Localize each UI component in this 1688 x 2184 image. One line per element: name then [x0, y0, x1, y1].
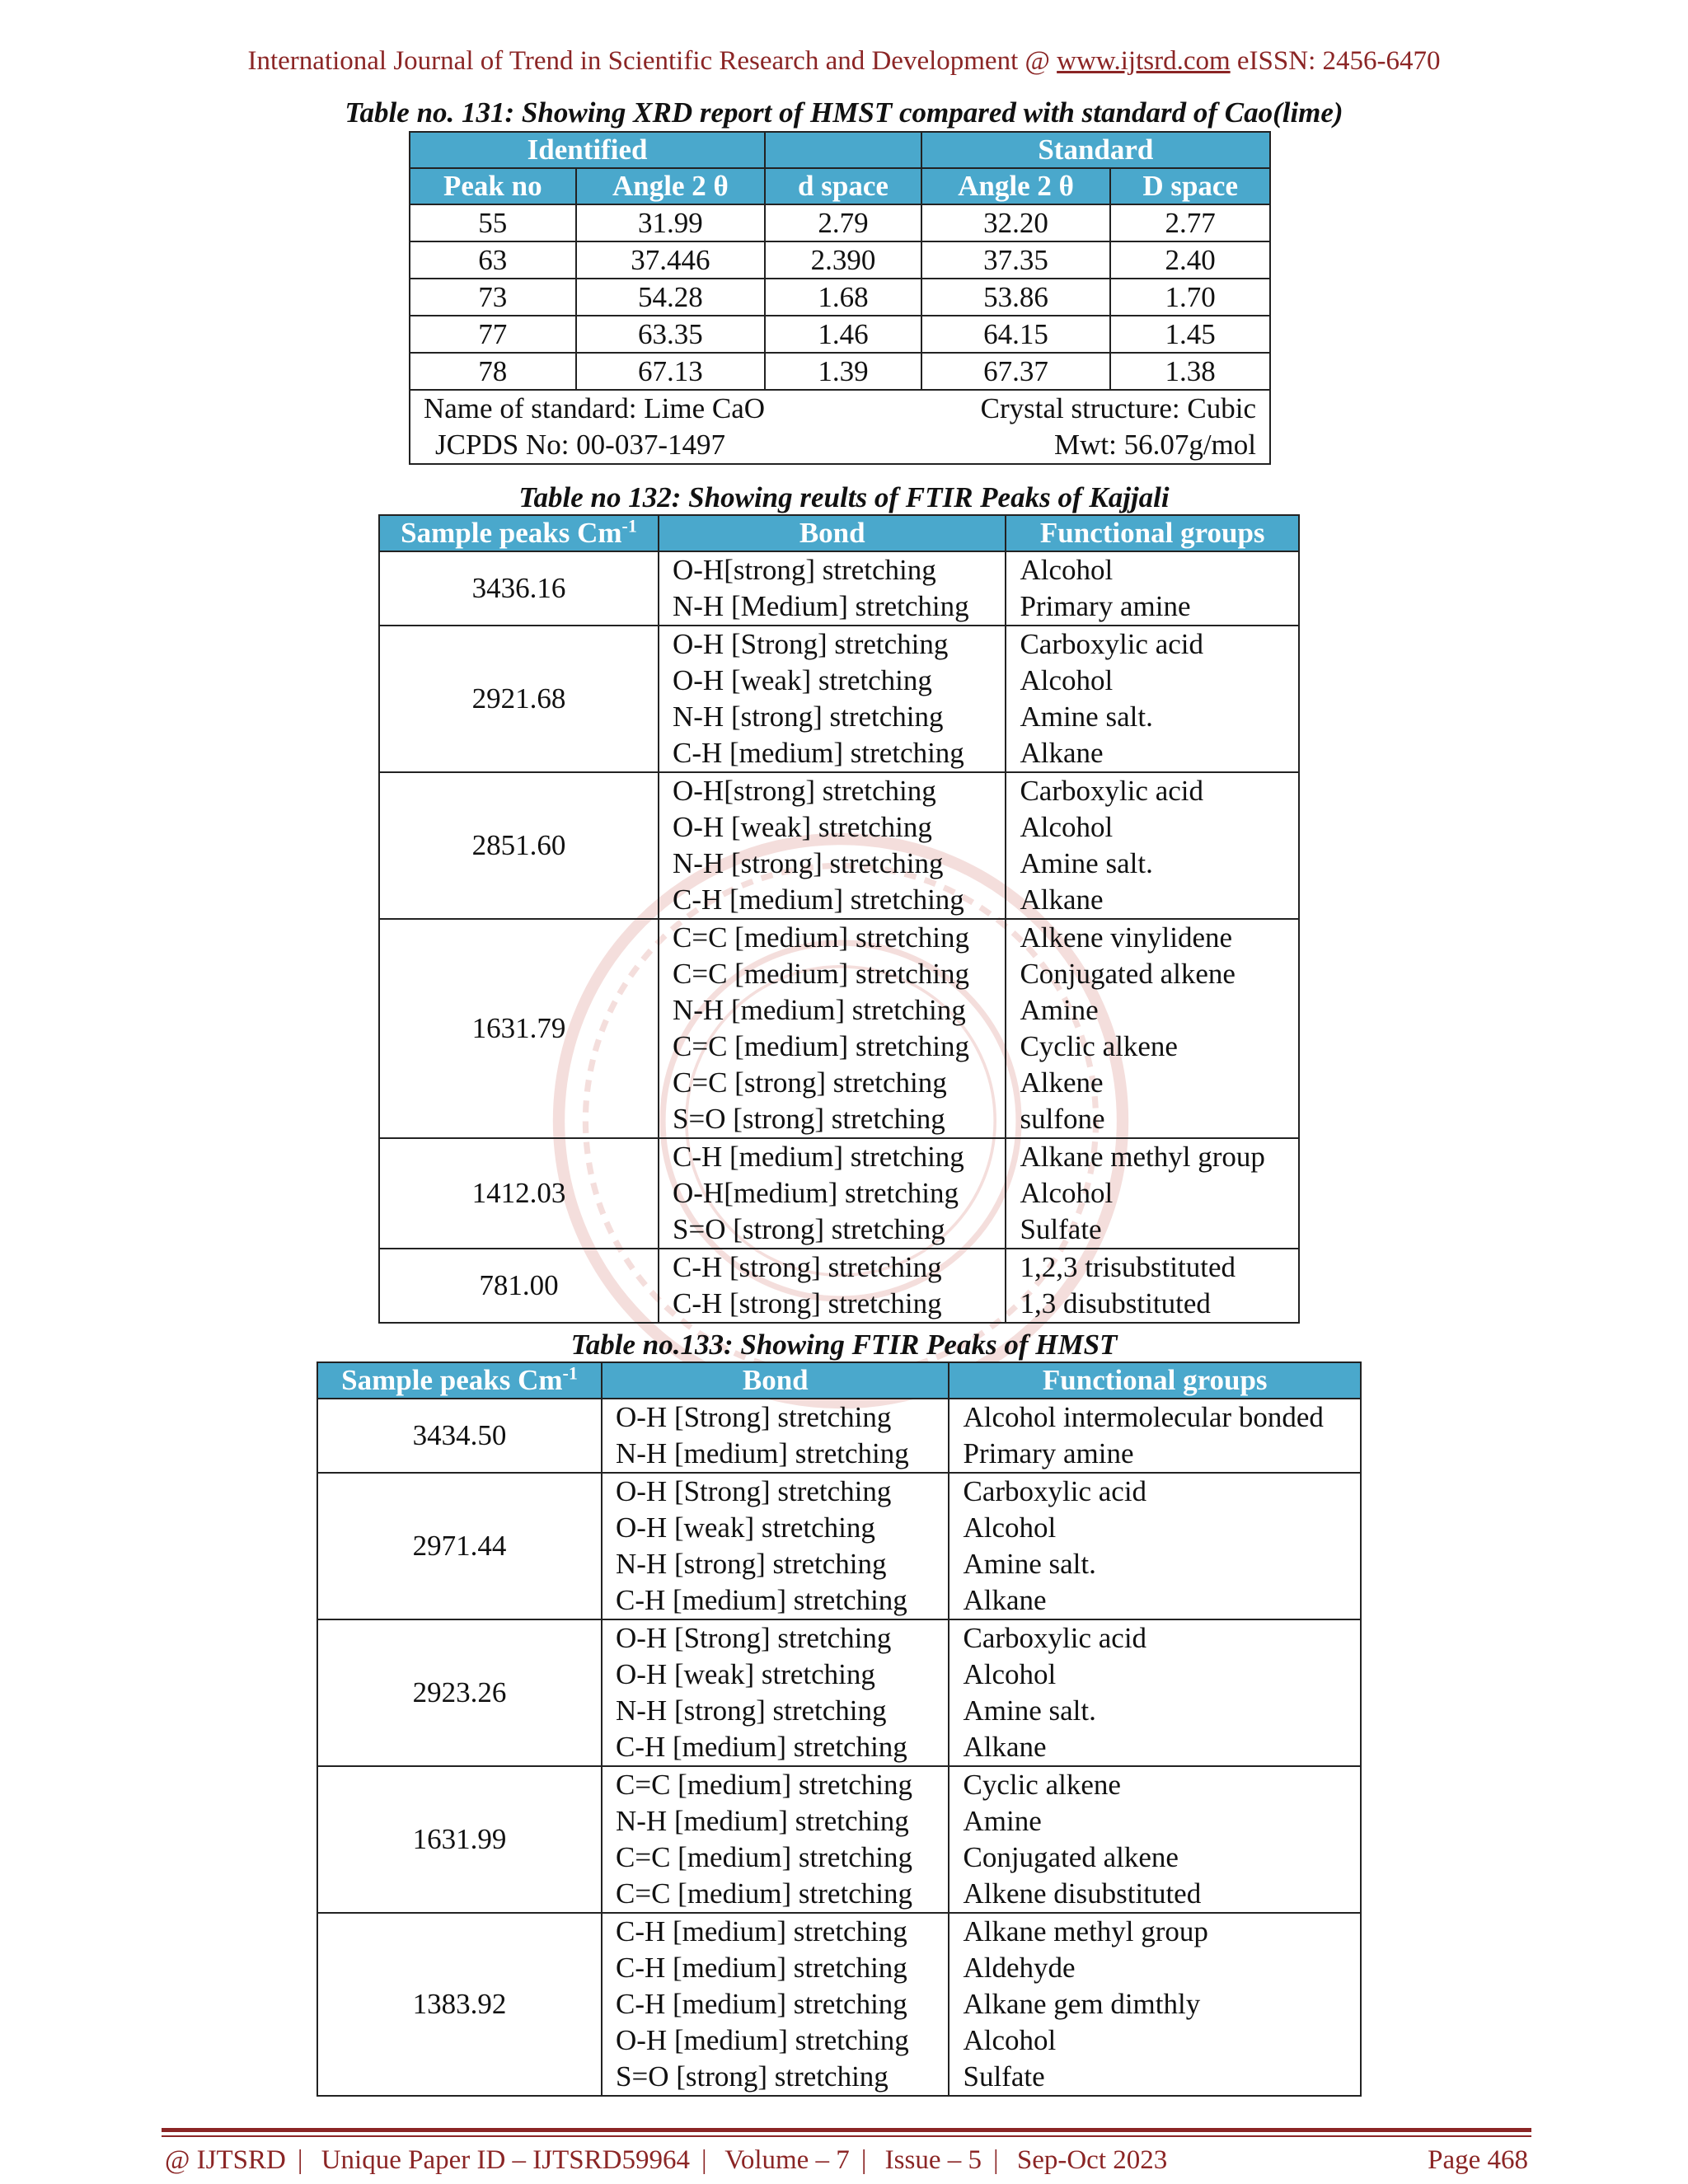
bond-line: C-H [medium] stretching [615, 1731, 907, 1763]
functional-group-line: Sulfate [963, 2060, 1045, 2093]
column-header-sample-peaks: Sample peaks $Cm^{-1}$ [317, 1362, 602, 1399]
functional-group-line: Amine salt. [1020, 701, 1153, 733]
bond-cell [602, 1619, 950, 1766]
bond-line: S=O [strong] stretching [673, 1213, 945, 1245]
bond-cell [659, 919, 1006, 1138]
sample-peak-cell: 3434.50 [317, 1399, 602, 1473]
table-row [410, 204, 1270, 241]
bond-line: S=O [strong] stretching [673, 1103, 945, 1135]
functional-group-cell [1006, 1249, 1299, 1323]
peak-no-cell: 55 [410, 204, 576, 241]
angle-identified-cell: 37.446 [576, 241, 766, 279]
bond-line: C-H [strong] stretching [673, 1287, 942, 1319]
table-row [379, 551, 1299, 626]
functional-group-line: Alkene [1020, 1066, 1104, 1099]
functional-group-cell [1006, 1138, 1299, 1249]
footer-page-number: Page 468 [1428, 2145, 1528, 2175]
functional-group-line: Alkene vinylidene [1020, 921, 1233, 954]
functional-group-line: 1,2,3 trisubstituted [1020, 1251, 1236, 1283]
functional-group-line: Alkane methyl group [963, 1915, 1208, 1947]
bond-cell [602, 1913, 950, 2096]
column-header-peak-no: Peak no [410, 168, 576, 204]
functional-group-cell [949, 1473, 1361, 1619]
functional-group-cell [949, 1913, 1361, 2096]
table-131-caption: Table no. 131: Showing XRD report of HMST compared with standard of Cao(lime) [345, 96, 1343, 129]
molecular-weight: Mwt: 56.07g/mol [1053, 429, 1256, 461]
sample-peak-cell: 2971.44 [317, 1473, 602, 1619]
journal-url-link[interactable]: www.ijtsrd.com [1057, 46, 1231, 76]
group-header-identified: Identified [410, 132, 765, 168]
peak-no-cell: 63 [410, 241, 576, 279]
sample-peak-cell: 2851.60 [379, 772, 659, 919]
header-prefix: International Journal of Trend in Scientific Research and Development @ [247, 46, 1057, 76]
functional-group-line: Amine salt. [963, 1694, 1096, 1727]
peak-no-cell: 78 [410, 353, 576, 390]
functional-group-line: Alkane [963, 1731, 1047, 1763]
d-space-identified-cell: 1.39 [765, 353, 921, 390]
table-row [379, 772, 1299, 919]
functional-group-line: Cyclic alkene [963, 1769, 1121, 1801]
functional-group-cell [949, 1766, 1361, 1913]
bond-line: O-H[strong] stretching [673, 554, 936, 586]
functional-group-line: Amine [963, 1805, 1042, 1837]
table-row [317, 1399, 1361, 1473]
column-header-d-space-standard: D space [1110, 168, 1270, 204]
d-space-standard-cell: 1.70 [1110, 279, 1270, 316]
sample-peak-cell: 781.00 [379, 1249, 659, 1323]
bond-line: C=C [strong] stretching [673, 1066, 947, 1099]
functional-group-line: Sulfate [1020, 1213, 1102, 1245]
column-header-functional-groups: Functional groups [1006, 515, 1299, 551]
bond-cell [602, 1473, 950, 1619]
column-header-angle-identified: Angle 2 θ [576, 168, 766, 204]
ftir-kajjali-table [378, 514, 1300, 1324]
functional-group-line: Carboxylic acid [963, 1622, 1147, 1654]
d-space-identified-cell: 2.390 [765, 241, 921, 279]
functional-group-line: Alkane [1020, 737, 1104, 769]
bond-line: C-H [strong] stretching [673, 1251, 942, 1283]
functional-group-line: Alcohol [963, 1511, 1057, 1544]
table-row [317, 1766, 1361, 1913]
functional-group-line: Primary amine [1020, 590, 1191, 622]
jcpds-number: JCPDS No: 00-037-1497 [435, 429, 725, 461]
d-space-standard-cell: 2.77 [1110, 204, 1270, 241]
journal-header [0, 46, 1688, 77]
functional-group-line: Amine [1020, 994, 1099, 1026]
sample-peak-cell: 3436.16 [379, 551, 659, 626]
group-header-standard: Standard [921, 132, 1270, 168]
sample-peak-cell: 2921.68 [379, 626, 659, 772]
functional-group-line: Cyclic alkene [1020, 1030, 1178, 1062]
bond-line: C-H [medium] stretching [615, 1952, 907, 1984]
table-row [379, 1249, 1299, 1323]
bond-line: C-H [medium] stretching [673, 1141, 964, 1173]
bond-line: C=C [medium] stretching [615, 1841, 912, 1873]
bond-cell [659, 1138, 1006, 1249]
bond-line: C-H [medium] stretching [673, 737, 964, 769]
d-space-identified-cell: 2.79 [765, 204, 921, 241]
d-space-identified-cell: 1.68 [765, 279, 921, 316]
bond-line: O-H [weak] stretching [615, 1658, 875, 1690]
functional-group-line: 1,3 disubstituted [1020, 1287, 1211, 1319]
bond-line: O-H [medium] stretching [615, 2024, 909, 2056]
bond-cell [659, 551, 1006, 626]
column-header-bond: Bond [659, 515, 1006, 551]
functional-group-line: Carboxylic acid [1020, 775, 1204, 807]
bond-cell [659, 772, 1006, 919]
bond-line: N-H [strong] stretching [615, 1548, 887, 1580]
standard-name: Name of standard: Lime CaO [424, 392, 766, 424]
bond-line: C=C [medium] stretching [673, 1030, 969, 1062]
page-footer: @ IJTSRD | Unique Paper ID – IJTSRD59964 | Volume – 7 | Issue – 5 | Sep-Oct 2023 Page 468 [165, 2139, 1528, 2181]
angle-standard-cell: 53.86 [921, 279, 1111, 316]
functional-group-line: Conjugated alkene [963, 1841, 1179, 1873]
bond-line: C=C [medium] stretching [673, 921, 969, 954]
bond-line: N-H [medium] stretching [615, 1437, 909, 1469]
bond-cell [602, 1766, 950, 1913]
angle-standard-cell: 32.20 [921, 204, 1111, 241]
functional-group-line: Alcohol intermolecular bonded [963, 1401, 1324, 1433]
bond-cell [659, 626, 1006, 772]
angle-identified-cell: 67.13 [576, 353, 766, 390]
angle-identified-cell: 54.28 [576, 279, 766, 316]
table-row [317, 1913, 1361, 2096]
table-row [410, 279, 1270, 316]
footer-issue: Issue – 5 [884, 2145, 982, 2175]
bond-line: C-H [medium] stretching [673, 883, 964, 916]
column-header-sample-peaks: Sample peaks $Cm^{-1}$ [379, 515, 659, 551]
bond-line: O-H [Strong] stretching [615, 1475, 892, 1507]
functional-group-cell [949, 1399, 1361, 1473]
bond-line: C-H [medium] stretching [615, 1988, 907, 2020]
functional-group-line: Alkene disubstituted [963, 1877, 1202, 1910]
functional-group-cell [1006, 772, 1299, 919]
ftir-hmst-table [316, 1361, 1362, 2097]
footer-volume: Volume – 7 [724, 2145, 850, 2175]
bond-line: O-H[strong] stretching [673, 775, 936, 807]
standard-info-cell [410, 390, 1270, 464]
sample-peak-cell: 1631.79 [379, 919, 659, 1138]
bond-line: N-H [medium] stretching [615, 1805, 909, 1837]
functional-group-line: Alcohol [1020, 664, 1114, 696]
d-space-standard-cell: 2.40 [1110, 241, 1270, 279]
table-row [317, 1619, 1361, 1766]
table-row [379, 626, 1299, 772]
d-space-identified-cell: 1.46 [765, 316, 921, 353]
functional-group-cell [1006, 919, 1299, 1138]
table-row [410, 316, 1270, 353]
bond-line: O-H [Strong] stretching [615, 1401, 892, 1433]
column-header-functional-groups: Functional groups [949, 1362, 1361, 1399]
bond-line: N-H [Medium] stretching [673, 590, 969, 622]
angle-standard-cell: 64.15 [921, 316, 1111, 353]
bond-line: S=O [strong] stretching [615, 2060, 889, 2093]
bond-line: O-H [weak] stretching [673, 811, 932, 843]
peak-no-cell: 77 [410, 316, 576, 353]
functional-group-line: Alkane gem dimthly [963, 1988, 1201, 2020]
functional-group-line: Alcohol [1020, 811, 1114, 843]
bond-cell [602, 1399, 950, 1473]
group-header-spacer [765, 132, 921, 168]
column-header-d-space-identified: d space [765, 168, 921, 204]
crystal-structure: Crystal structure: Cubic [980, 392, 1256, 424]
bond-line: C-H [medium] stretching [615, 1584, 907, 1616]
bond-line: C=C [medium] stretching [615, 1769, 912, 1801]
bond-line: C=C [medium] stretching [673, 958, 969, 990]
footer-paper-id: Unique Paper ID – IJTSRD59964 [321, 2145, 690, 2175]
angle-standard-cell: 37.35 [921, 241, 1111, 279]
footer-rule-thick [162, 2128, 1531, 2132]
bond-line: O-H [weak] stretching [615, 1511, 875, 1544]
table-row [317, 1473, 1361, 1619]
bond-line: O-H [Strong] stretching [615, 1622, 892, 1654]
table-132-caption: Table no 132: Showing reults of FTIR Peaks of Kajjali [518, 481, 1170, 513]
bond-line: N-H [strong] stretching [673, 701, 944, 733]
functional-group-cell [1006, 626, 1299, 772]
peak-no-cell: 73 [410, 279, 576, 316]
bond-line: O-H [Strong] stretching [673, 628, 949, 660]
functional-group-line: Alkane methyl group [1020, 1141, 1265, 1173]
bond-line: N-H [medium] stretching [673, 994, 966, 1026]
sample-peak-cell: 1412.03 [379, 1138, 659, 1249]
functional-group-line: Aldehyde [963, 1952, 1076, 1984]
sample-peak-cell: 1383.92 [317, 1913, 602, 2096]
column-header-angle-standard: Angle 2 θ [921, 168, 1111, 204]
table-row [379, 1138, 1299, 1249]
functional-group-line: Alcohol [1020, 1177, 1114, 1209]
functional-group-line: Carboxylic acid [1020, 628, 1204, 660]
d-space-standard-cell: 1.45 [1110, 316, 1270, 353]
footer-rule-thin [162, 2135, 1531, 2137]
bond-line: C-H [medium] stretching [615, 1915, 907, 1947]
bond-line: O-H[medium] stretching [673, 1177, 959, 1209]
functional-group-line: Conjugated alkene [1020, 958, 1236, 990]
bond-cell [659, 1249, 1006, 1323]
footer-journal: @ IJTSRD [165, 2145, 286, 2175]
table-row [410, 241, 1270, 279]
functional-group-line: Alcohol [963, 1658, 1057, 1690]
column-header-bond: Bond [602, 1362, 950, 1399]
functional-group-cell [1006, 551, 1299, 626]
xrd-table [409, 131, 1271, 465]
header-suffix: eISSN: 2456-6470 [1230, 46, 1441, 76]
angle-identified-cell: 63.35 [576, 316, 766, 353]
functional-group-line: Alcohol [1020, 554, 1114, 586]
functional-group-line: Alkane [963, 1584, 1047, 1616]
functional-group-line: Amine salt. [963, 1548, 1096, 1580]
bond-line: C=C [medium] stretching [615, 1877, 912, 1910]
functional-group-line: Primary amine [963, 1437, 1134, 1469]
table-row [410, 353, 1270, 390]
sample-peak-cell: 1631.99 [317, 1766, 602, 1913]
bond-line: N-H [strong] stretching [615, 1694, 887, 1727]
functional-group-line: Amine salt. [1020, 847, 1153, 879]
sample-peak-cell: 2923.26 [317, 1619, 602, 1766]
d-space-standard-cell: 1.38 [1110, 353, 1270, 390]
bond-line: N-H [strong] stretching [673, 847, 944, 879]
functional-group-line: Alkane [1020, 883, 1104, 916]
functional-group-line: sulfone [1020, 1103, 1105, 1135]
angle-standard-cell: 67.37 [921, 353, 1111, 390]
angle-identified-cell: 31.99 [576, 204, 766, 241]
functional-group-cell [949, 1619, 1361, 1766]
functional-group-line: Alcohol [963, 2024, 1057, 2056]
table-133-caption: Table no.133: Showing FTIR Peaks of HMST [570, 1329, 1118, 1361]
bond-line: O-H [weak] stretching [673, 664, 932, 696]
table-row [379, 919, 1299, 1138]
footer-date: Sep-Oct 2023 [1016, 2145, 1168, 2175]
functional-group-line: Carboxylic acid [963, 1475, 1147, 1507]
